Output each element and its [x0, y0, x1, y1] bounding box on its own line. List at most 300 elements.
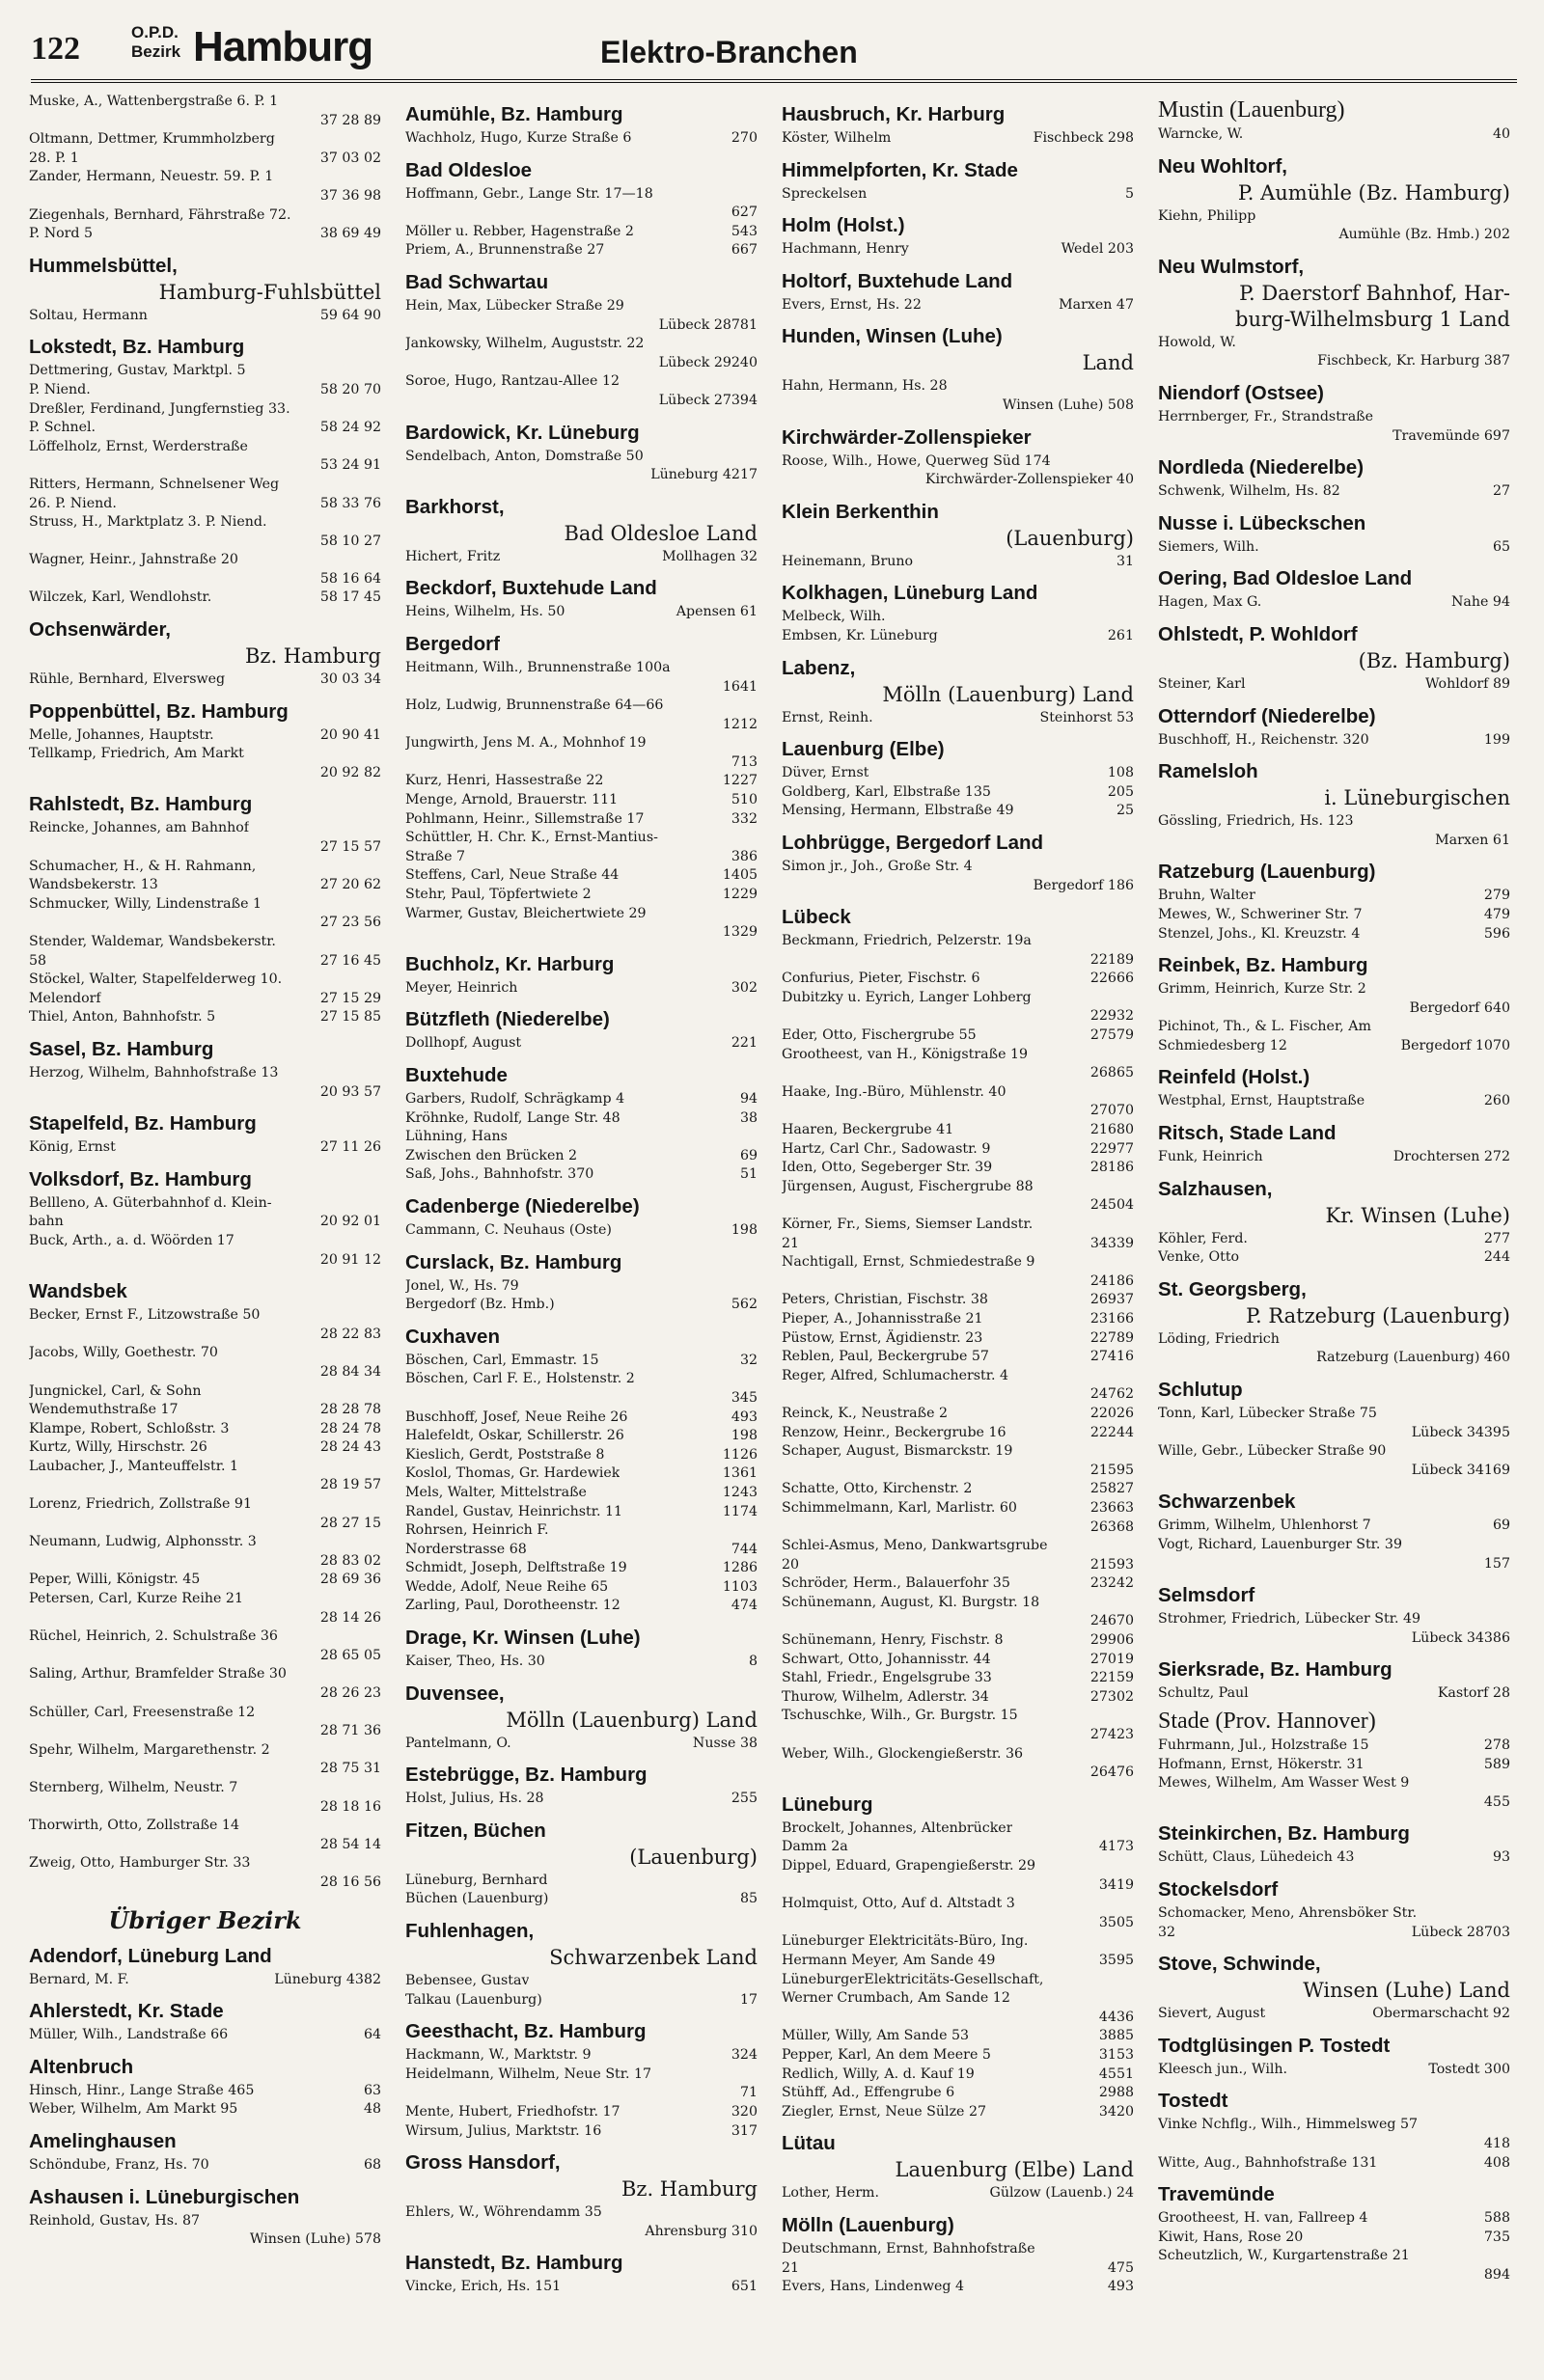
- listing-entry: [782, 709, 1134, 728]
- listing-entry: [405, 2103, 758, 2122]
- listing-entry: [782, 1932, 1134, 1952]
- listing-name: Stender, Waldemar, Wandsbekerstr.: [29, 934, 276, 949]
- listing-entry: [405, 1521, 758, 1541]
- listing-entry: [1158, 1442, 1510, 1462]
- place-subheading: Kr. Winsen (Luhe): [1325, 1203, 1510, 1227]
- listing-name: Zander, Hermann, Neuestr. 59. P. 1: [29, 169, 274, 185]
- listing-entry: [405, 1128, 758, 1147]
- listing-entry: [782, 2184, 1134, 2203]
- listing-name: Bellleno, A. Güterbahnhof d. Klein-: [29, 1194, 272, 1211]
- listing-name: Roose, Wilh., Howe, Querweg Süd 174: [782, 452, 1051, 469]
- listing-name: Mewes, W., Schweriner Str. 7: [1158, 906, 1363, 922]
- place-heading: Duvensee,: [405, 1682, 505, 1705]
- listing-entry: [29, 933, 381, 952]
- listing-entry: [782, 2259, 1134, 2279]
- listing-entry: [1158, 1684, 1510, 1704]
- listing-entry: [405, 1484, 758, 1503]
- listing-phone: Steinhorst 53: [1039, 709, 1134, 725]
- listing-entry: [29, 1213, 381, 1232]
- listing-phone: 27 15 29: [319, 990, 381, 1006]
- listing-name: Hackmann, W., Marktstr. 9: [405, 2047, 592, 2064]
- listing-name: Stenzel, Johs., Kl. Kreuzstr. 4: [1158, 925, 1361, 942]
- listing-name: Howold, W.: [1158, 334, 1236, 350]
- listing-entry: [782, 1594, 1134, 1613]
- listing-name: Tellkamp, Friedrich, Am Markt: [29, 746, 244, 762]
- listing-name: Köhler, Ferd.: [1158, 1230, 1248, 1246]
- place-heading: Tostedt: [1158, 2090, 1228, 2113]
- listing-name: Evers, Ernst, Hs. 22: [782, 296, 922, 313]
- listing-phone: 510: [731, 792, 758, 808]
- listing-entry: [782, 608, 1134, 627]
- place-subheading: (Lauenburg): [1006, 526, 1134, 550]
- listing-entry: [1158, 1148, 1510, 1167]
- listing-name: Schumacher, H., & H. Rahmann,: [29, 858, 257, 874]
- listing-entry: [782, 1385, 1134, 1405]
- listing-phone: 27423: [1089, 1727, 1134, 1743]
- listing-phone: 27070: [1089, 1103, 1134, 1119]
- listing-name: Mels, Walter, Mittelstraße: [405, 1484, 587, 1500]
- listing-entry: [782, 1612, 1134, 1631]
- listing-phone: Travemünde 697: [1392, 427, 1510, 444]
- listing-phone: 27 16 45: [319, 952, 381, 969]
- listing-entry: [29, 1684, 381, 1704]
- listing-entry: [1158, 1904, 1510, 1924]
- listing-phone: Kirchwärder-Zollenspieker 40: [924, 472, 1134, 488]
- listing-phone: 713: [731, 753, 758, 770]
- listing-phone: Apensen 61: [676, 604, 758, 620]
- listing-phone: 157: [1483, 1555, 1510, 1572]
- listing-phone: 24186: [1089, 1272, 1134, 1289]
- listing-phone: 22159: [1089, 1670, 1134, 1686]
- place-heading: Fitzen, Büchen: [405, 1819, 546, 1842]
- listing-entry: [405, 241, 758, 260]
- listing-entry: [29, 876, 381, 895]
- listing-entry: [29, 1458, 381, 1477]
- listing-phone: 94: [739, 1091, 758, 1107]
- listing-phone: 221: [731, 1035, 758, 1052]
- listing-name: Goldberg, Karl, Elbstraße 135: [782, 783, 991, 800]
- place-heading: Reinbek, Bz. Hamburg: [1158, 954, 1368, 977]
- listing-phone: 71: [739, 2085, 758, 2101]
- listing-phone: 34339: [1089, 1235, 1134, 1251]
- listing-entry: [405, 791, 758, 810]
- listing-name: Schüller, Carl, Freesenstraße 12: [29, 1704, 256, 1720]
- listing-phone: 1126: [722, 1446, 758, 1463]
- listing-entry: [405, 2065, 758, 2085]
- listing-name: Saß, Johs., Bahnhofstr. 370: [405, 1166, 594, 1183]
- listing-entry: [1158, 2154, 1510, 2174]
- listing-phone: 28 75 31: [319, 1761, 381, 1777]
- listing-name: Bebensee, Gustav: [405, 1973, 530, 1989]
- listing-entry: [405, 848, 758, 867]
- listing-phone: 3595: [1098, 1952, 1134, 1968]
- listing-entry: [1158, 1737, 1510, 1756]
- listing-entry: [782, 1064, 1134, 1083]
- listing-entry: [405, 1578, 758, 1598]
- listing-entry: [405, 979, 758, 999]
- listing-phone: 27579: [1089, 1027, 1134, 1044]
- listing-entry: [29, 838, 381, 858]
- listing-name: Holst, Julius, Hs. 28: [405, 1791, 544, 1807]
- listing-phone: 37 36 98: [319, 187, 381, 204]
- listing-entry: [1158, 1924, 1510, 1943]
- listing-entry: [405, 2122, 758, 2142]
- listing-name: Spehr, Wilhelm, Margarethenstr. 2: [29, 1741, 270, 1758]
- place-heading: Bardowick, Kr. Lüneburg: [405, 421, 640, 444]
- listing-entry: [782, 2084, 1134, 2103]
- listing-phone: 26865: [1089, 1065, 1134, 1081]
- listing-name: Schmucker, Willy, Lindenstraße 1: [29, 895, 262, 912]
- listing-entry: [782, 1480, 1134, 1499]
- listing-phone: 20 92 82: [319, 764, 381, 780]
- listing-entry: [1158, 999, 1510, 1019]
- listing-phone: 474: [731, 1598, 758, 1614]
- listing-entry: [29, 513, 381, 533]
- place-heading: Buxtehude: [405, 1064, 508, 1086]
- listing-entry: [405, 716, 758, 735]
- listing-phone: 261: [1107, 627, 1134, 643]
- listing-entry: [29, 1817, 381, 1836]
- listing-phone: 3419: [1098, 1876, 1134, 1893]
- listing-entry: [405, 1735, 758, 1754]
- place-subheading: burg-Wilhelmsburg 1 Land: [1235, 307, 1510, 331]
- listing-name: Hartz, Carl Chr., Sadowastr. 9: [782, 1140, 991, 1157]
- listing-name: Petersen, Carl, Kurze Reihe 21: [29, 1591, 243, 1607]
- listing-name: Kiwit, Hans, Rose 20: [1158, 2229, 1304, 2245]
- listing-phone: 64: [363, 2027, 381, 2043]
- listing-phone: 270: [731, 130, 758, 146]
- listing-entry: [29, 1760, 381, 1779]
- listing-entry: [405, 1090, 758, 1109]
- listing-entry: [29, 206, 381, 226]
- listing-phone: 651: [731, 2279, 758, 2295]
- listing-entry: [405, 185, 758, 205]
- listing-phone: 28 83 02: [319, 1552, 381, 1569]
- place-subheading: Bad Oldesloe Land: [564, 521, 758, 545]
- listing-name: Westphal, Ernst, Hauptstraße: [1158, 1093, 1365, 1109]
- listing-name: Müller, Wilh., Landstraße 66: [29, 2027, 229, 2043]
- listing-phone: 28 16 56: [319, 1874, 381, 1890]
- place-heading: Ochsenwärder,: [29, 618, 171, 642]
- listing-name: Lother, Herm.: [782, 2185, 879, 2202]
- listing-phone: Mollhagen 32: [662, 548, 758, 564]
- listing-entry: [29, 1194, 381, 1214]
- listing-entry: [782, 2065, 1134, 2085]
- listing-phone: Bergedorf 186: [1033, 877, 1134, 893]
- listing-entry: [782, 296, 1134, 315]
- listing-phone: 21680: [1089, 1122, 1134, 1138]
- listing-entry: [1158, 538, 1510, 558]
- listing-entry: [782, 1989, 1134, 2009]
- listing-name: P. Schnel.: [29, 420, 96, 436]
- listing-phone: 26368: [1089, 1518, 1134, 1535]
- place-subheading: Bz. Hamburg: [244, 644, 381, 669]
- listing-name: Priem, A., Brunnenstraße 27: [405, 242, 605, 259]
- listing-name: Heinemann, Bruno: [782, 553, 914, 569]
- place-heading: Gross Hansdorf,: [405, 2151, 561, 2175]
- listing-phone: 28 24 43: [319, 1439, 381, 1456]
- listing-name: Melle, Johannes, Hauptstr.: [29, 726, 214, 743]
- listing-phone: 68: [363, 2156, 381, 2173]
- listing-entry: [1158, 731, 1510, 751]
- listing-entry: [29, 1971, 381, 1990]
- listing-phone: 17: [739, 1991, 758, 2008]
- listing-entry: [405, 335, 758, 354]
- listing-entry: [782, 1026, 1134, 1046]
- place-heading: Aumühle, Bz. Hamburg: [405, 103, 623, 125]
- listing-name: Rüchel, Heinrich, 2. Schulstraße 36: [29, 1628, 278, 1645]
- listing-phone: 30 03 34: [319, 671, 381, 688]
- listing-entry: [29, 93, 381, 112]
- listing-name: Laubacher, J., Manteuffelstr. 1: [29, 1458, 239, 1474]
- listing-phone: Ahrensburg 310: [645, 2223, 758, 2239]
- listing-phone: Ratzeburg (Lauenburg) 460: [1316, 1350, 1510, 1366]
- listing-name: Lüneburg, Bernhard: [405, 1872, 548, 1888]
- listing-name: Wandsbekerstr. 13: [29, 877, 158, 893]
- listing-name: Schlei-Asmus, Meno, Dankwartsgrube: [782, 1538, 1048, 1554]
- listing-phone: 59 64 90: [319, 307, 381, 323]
- listing-entry: [405, 548, 758, 567]
- listing-entry: [29, 419, 381, 438]
- listing-phone: 22666: [1089, 971, 1134, 987]
- listing-phone: 27 23 56: [319, 915, 381, 931]
- listing-entry: [405, 1370, 758, 1389]
- listing-entry: [29, 1741, 381, 1761]
- listing-phone: 418: [1483, 2135, 1510, 2151]
- listing-name: Schmiedesberg 12: [1158, 1037, 1287, 1053]
- listing-name: Oltmann, Dettmer, Krummholzberg: [29, 131, 275, 148]
- listing-phone: 27 11 26: [319, 1139, 381, 1156]
- listing-phone: 302: [731, 979, 758, 996]
- listing-phone: 38 69 49: [319, 226, 381, 242]
- listing-name: Dreßler, Ferdinand, Jungfernstieg 33.: [29, 400, 290, 417]
- listing-entry: [405, 1165, 758, 1185]
- listing-entry: [29, 1306, 381, 1326]
- listing-name: Mensing, Hermann, Elbstraße 49: [782, 803, 1014, 819]
- listing-entry: [405, 1389, 758, 1409]
- listing-name: Pepper, Karl, An dem Meere 5: [782, 2046, 991, 2063]
- listing-phone: 317: [731, 2122, 758, 2139]
- place-subheading: Bz. Hamburg: [620, 2177, 758, 2202]
- listing-entry: [405, 1464, 758, 1484]
- listing-entry: [1158, 408, 1510, 427]
- listing-entry: [782, 2046, 1134, 2065]
- listing-name: Bernard, M. F.: [29, 1971, 129, 1987]
- listing-name: Ziegler, Ernst, Neue Sülze 27: [782, 2103, 987, 2120]
- listing-entry: [782, 2103, 1134, 2122]
- listing-entry: [29, 362, 381, 381]
- place-subheading: (Lauenburg): [629, 1845, 758, 1869]
- listing-entry: [782, 1499, 1134, 1518]
- listing-entry: [29, 307, 381, 326]
- place-heading: Estebrügge, Bz. Hamburg: [405, 1764, 648, 1787]
- listing-name: Cammann, C. Neuhaus (Oste): [405, 1221, 612, 1238]
- listing-phone: 1361: [722, 1465, 758, 1482]
- listing-name: Schultz, Paul: [1158, 1685, 1249, 1702]
- listing-entry: [29, 400, 381, 420]
- listing-phone: 28 14 26: [319, 1609, 381, 1626]
- listing-entry: [1158, 2229, 1510, 2248]
- place-heading: Ahlerstedt, Kr. Stade: [29, 2000, 224, 2023]
- listing-entry: [1158, 1462, 1510, 1481]
- place-heading: Beckdorf, Buxtehude Land: [405, 577, 657, 600]
- place-heading: Bergedorf: [405, 632, 500, 655]
- listing-entry: [29, 670, 381, 690]
- listing-phone: 4173: [1098, 1839, 1134, 1855]
- listing-name: Norderstrasse 68: [405, 1541, 527, 1557]
- listing-phone: 1103: [722, 1578, 758, 1595]
- listing-entry: [29, 971, 381, 990]
- listing-entry: [782, 2240, 1134, 2259]
- listing-phone: 22244: [1089, 1424, 1134, 1440]
- listing-entry: [782, 1764, 1134, 1783]
- listing-phone: Aumühle (Bz. Hmb.) 202: [1338, 227, 1510, 243]
- listing-entry: [1158, 1629, 1510, 1649]
- listing-phone: 28 27 15: [319, 1515, 381, 1531]
- listing-entry: [29, 381, 381, 400]
- listing-name: Warncke, W.: [1158, 126, 1244, 142]
- listing-entry: [405, 1972, 758, 1991]
- listing-entry: [29, 2230, 381, 2250]
- listing-entry: [405, 392, 758, 411]
- listing-entry: [29, 990, 381, 1009]
- place-heading: Bützfleth (Niederelbe): [405, 1008, 610, 1031]
- listing-phone: 277: [1483, 1230, 1510, 1246]
- place-heading: Ritsch, Stade Land: [1158, 1122, 1337, 1145]
- listing-name: Tonn, Karl, Lübecker Straße 75: [1158, 1406, 1377, 1422]
- listing-entry: [29, 1704, 381, 1723]
- place-heading: Nusse i. Lübeckschen: [1158, 511, 1366, 534]
- listing-name: Zweig, Otto, Hamburger Str. 33: [29, 1855, 251, 1872]
- listing-phone: 37 28 89: [319, 112, 381, 128]
- listing-entry: [782, 1518, 1134, 1538]
- listing-entry: [1158, 1756, 1510, 1775]
- place-heading: Hunden, Winsen (Luhe): [782, 325, 1003, 348]
- listing-name: Böschen, Carl, Emmastr. 15: [405, 1352, 599, 1368]
- listing-entry: [29, 2026, 381, 2045]
- listing-name: Haake, Ing.-Büro, Mühlenstr. 40: [782, 1083, 1006, 1100]
- listing-phone: 1212: [722, 716, 758, 732]
- listing-name: Iden, Otto, Segeberger Str. 39: [782, 1160, 993, 1176]
- listing-phone: 332: [731, 810, 758, 827]
- listing-name: Kiehn, Philipp: [1158, 207, 1256, 224]
- listing-entry: [405, 829, 758, 848]
- listing-entry: [782, 764, 1134, 783]
- listing-entry: [405, 372, 758, 392]
- listing-name: Müller, Willy, Am Sande 53: [782, 2028, 970, 2044]
- listing-entry: [29, 952, 381, 971]
- place-heading: Himmelpforten, Kr. Stade: [782, 158, 1018, 181]
- listing-name: Reger, Alfred, Schlumacherstr. 4: [782, 1367, 1009, 1383]
- place-heading: Stove, Schwinde,: [1158, 1953, 1321, 1976]
- listing-entry: [1158, 1793, 1510, 1813]
- listing-entry: [1158, 427, 1510, 447]
- header-rule: [31, 79, 1517, 83]
- listing-name: Vincke, Erich, Hs. 151: [405, 2279, 562, 2295]
- listing-entry: [782, 1046, 1134, 1065]
- listing-name: Schütt, Claus, Lühedeich 43: [1158, 1849, 1355, 1866]
- listing-name: Eder, Otto, Fischergrube 55: [782, 1027, 977, 1044]
- listing-entry: [29, 764, 381, 783]
- listing-name: Reinck, K., Neustraße 2: [782, 1405, 949, 1421]
- listing-entry: [29, 819, 381, 838]
- listing-name: Strohmer, Friedrich, Lübecker Str. 49: [1158, 1611, 1421, 1628]
- listing-entry: [782, 1574, 1134, 1594]
- listing-name: Melendorf: [29, 990, 101, 1006]
- listing-phone: 26476: [1089, 1764, 1134, 1781]
- listing-entry: [1158, 226, 1510, 245]
- listing-phone: 58 24 92: [319, 420, 381, 436]
- listing-entry: [29, 2212, 381, 2231]
- listing-entry: [29, 1515, 381, 1534]
- listing-entry: [29, 551, 381, 570]
- place-subheading: (Bz. Hamburg): [1358, 648, 1510, 672]
- listing-phone: 27 15 85: [319, 1009, 381, 1026]
- listing-entry: [782, 1272, 1134, 1292]
- listing-entry: [405, 1790, 758, 1809]
- listing-phone: 23242: [1089, 1575, 1134, 1592]
- listing-phone: 345: [731, 1389, 758, 1406]
- listing-phone: 479: [1483, 906, 1510, 922]
- listing-phone: Marxen 61: [1435, 832, 1510, 848]
- listing-phone: 279: [1483, 888, 1510, 904]
- listing-entry: [29, 1363, 381, 1382]
- listing-entry: [405, 603, 758, 622]
- listing-phone: 1227: [722, 773, 758, 789]
- listing-entry: [782, 951, 1134, 971]
- listing-name: Gössling, Friedrich, Hs. 123: [1158, 813, 1354, 830]
- listing-entry: [782, 1688, 1134, 1708]
- listing-entry: [29, 914, 381, 933]
- listing-entry: [405, 297, 758, 316]
- listing-phone: Fischbeck, Kr. Harburg 387: [1317, 353, 1510, 369]
- place-heading: Stockelsdorf: [1158, 1877, 1279, 1901]
- listing-phone: 93: [1492, 1849, 1510, 1866]
- listing-phone: 3420: [1098, 2103, 1134, 2120]
- listing-phone: 28 19 57: [319, 1477, 381, 1493]
- listing-name: Haaren, Beckergrube 41: [782, 1122, 954, 1138]
- listing-name: Ritters, Hermann, Schnelsener Weg: [29, 476, 280, 492]
- place-heading: Volksdorf, Bz. Hamburg: [29, 1167, 252, 1190]
- listing-name: 20: [782, 1556, 800, 1573]
- listing-phone: 20 91 12: [319, 1251, 381, 1268]
- listing-entry: [29, 476, 381, 495]
- listing-entry: [782, 1669, 1134, 1688]
- listing-entry: [782, 858, 1134, 877]
- listing-entry: [29, 438, 381, 457]
- column-4: [1158, 93, 1510, 2284]
- listing-name: Struss, H., Marktplatz 3. P. Niend.: [29, 514, 267, 531]
- city-title: Hamburg: [193, 23, 373, 70]
- listing-phone: 22189: [1089, 951, 1134, 968]
- listing-entry: [29, 1232, 381, 1251]
- listing-entry: [1158, 1774, 1510, 1793]
- listing-name: Ehlers, W., Wöhrendamm 35: [405, 2204, 602, 2221]
- listing-entry: [782, 471, 1134, 490]
- place-subheading: Land: [1082, 351, 1134, 375]
- listing-phone: 58 33 76: [319, 495, 381, 511]
- listing-entry: [405, 1034, 758, 1053]
- listing-phone: 627: [731, 205, 758, 221]
- listing-entry: [405, 1872, 758, 1891]
- listing-entry: [1158, 125, 1510, 145]
- listing-entry: [405, 2278, 758, 2297]
- listing-name: Redlich, Willy, A. d. Kauf 19: [782, 2065, 975, 2082]
- listing-name: Tschuschke, Wilh., Gr. Burgstr. 15: [782, 1708, 1018, 1724]
- listing-name: Hoffmann, Gebr., Lange Str. 17—18: [405, 185, 653, 202]
- listing-entry: [29, 150, 381, 169]
- listing-phone: 3153: [1098, 2046, 1134, 2063]
